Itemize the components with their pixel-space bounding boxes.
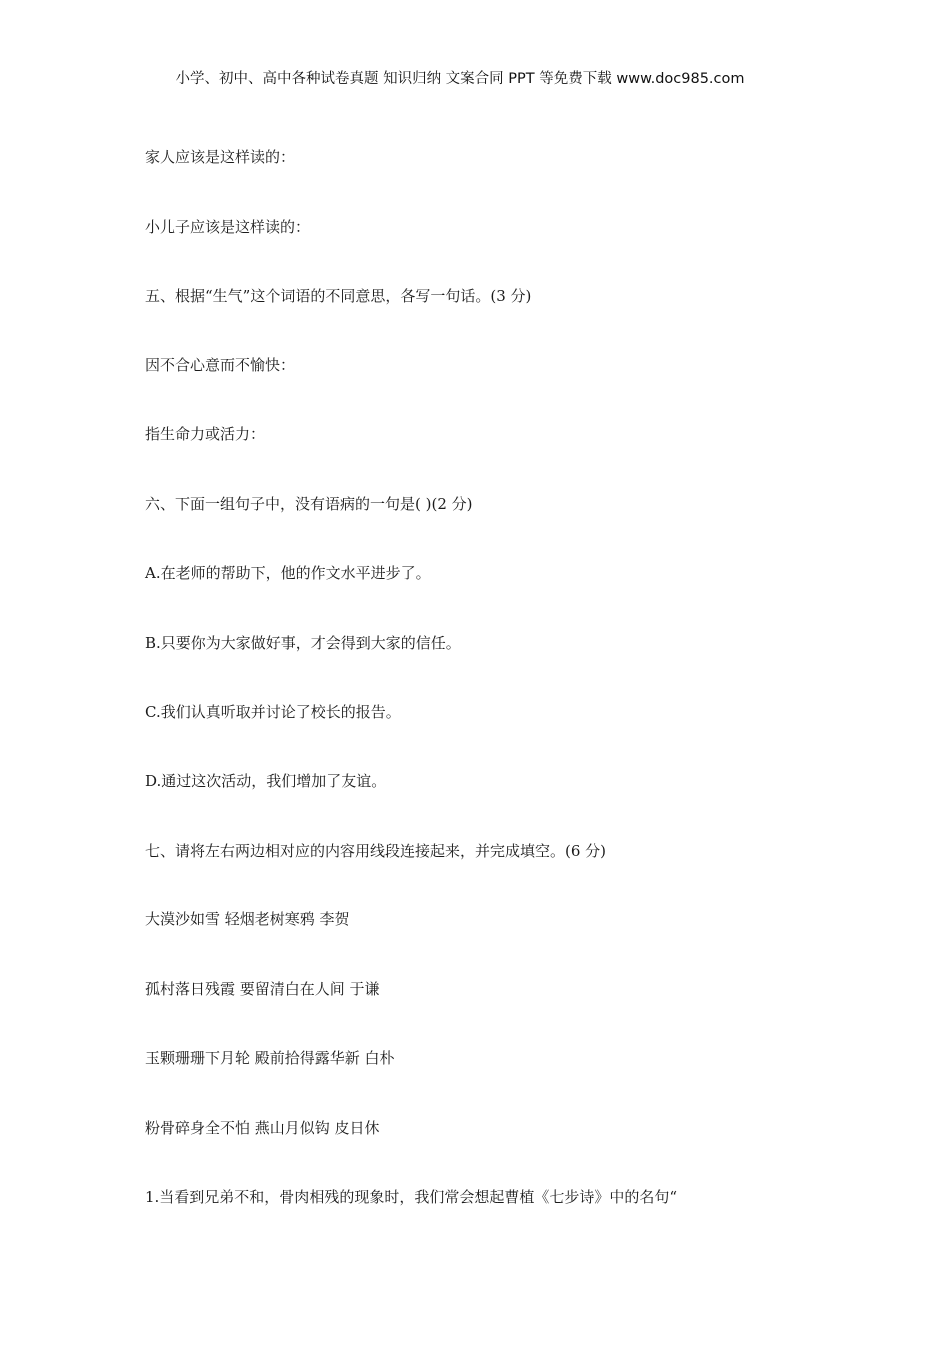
poem-match-row: 大漠沙如雪 轻烟老树寒鸦 李贺: [145, 910, 350, 928]
question-heading: 七、请将左右两边相对应的内容用线段连接起来，并完成填空。(6 分): [145, 842, 607, 860]
text-line: 指生命力或活力：: [145, 425, 266, 443]
poem-match-row: 孤村落日残霞 要留清白在人间 于谦: [145, 980, 380, 998]
question-heading: 五、根据“生气”这个词语的不同意思，各写一句话。(3 分): [145, 287, 532, 305]
text-line: 家人应该是这样读的：: [145, 148, 296, 166]
option-c: C.我们认真听取并讨论了校长的报告。: [145, 703, 401, 721]
option-a: A.在老师的帮助下，他的作文水平进步了。: [145, 564, 431, 582]
page-header: 小学、初中、高中各种试卷真题 知识归纳 文案合同 PPT 等免费下载 www.doc985.com: [175, 71, 745, 87]
text-line: 小儿子应该是这样读的：: [145, 218, 311, 236]
poem-match-row: 玉颗珊珊下月轮 殿前拾得露华新 白朴: [145, 1049, 395, 1067]
text-line: 因不合心意而不愉快：: [145, 356, 296, 374]
option-d: D.通过这次活动，我们增加了友谊。: [145, 772, 387, 790]
poem-match-row: 粉骨碎身全不怕 燕山月似钩 皮日休: [145, 1119, 380, 1137]
option-b: B.只要你为大家做好事，才会得到大家的信任。: [145, 634, 461, 652]
fill-in-item: 1.当看到兄弟不和，骨肉相残的现象时，我们常会想起曹植《七步诗》中的名句“: [145, 1188, 677, 1206]
question-heading: 六、下面一组句子中，没有语病的一句是( )(2 分): [145, 495, 473, 513]
